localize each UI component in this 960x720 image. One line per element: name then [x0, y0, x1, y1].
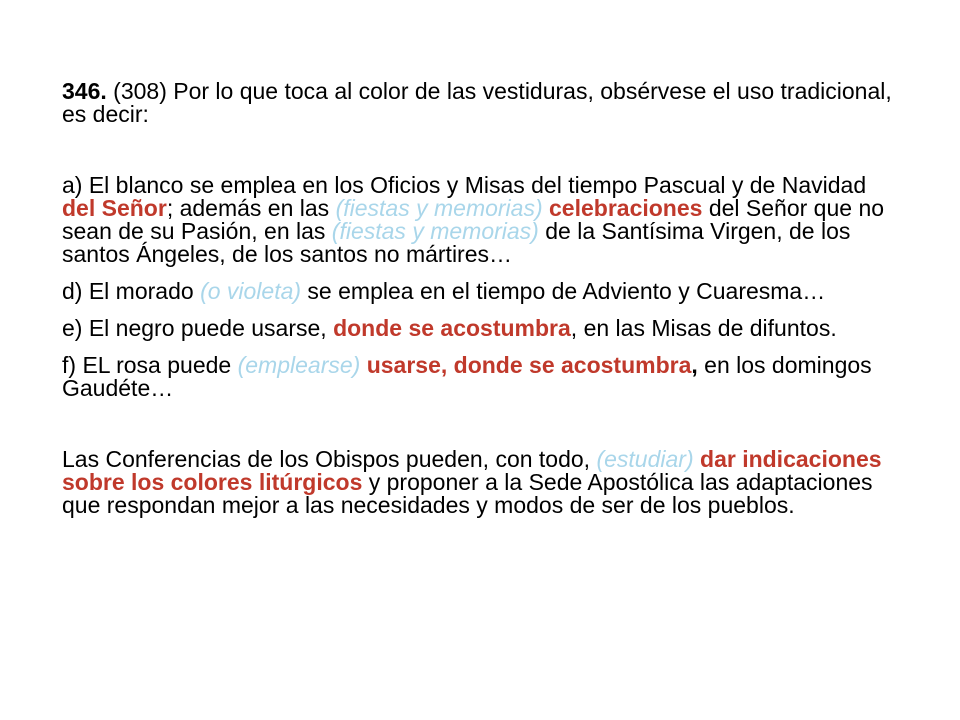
paragraph-a-white	[62, 174, 902, 266]
removed-text: (fiestas y memorias)	[335, 195, 543, 221]
paragraph-intro	[62, 80, 902, 126]
removed-text: (o violeta)	[200, 278, 302, 304]
bold-text: 346.	[62, 78, 107, 104]
added-text: usarse, donde se acostumbra	[366, 352, 692, 378]
bold-text: ,	[691, 352, 698, 378]
body-text: en los domingos Gaudéte…	[62, 352, 872, 401]
added-text: celebraciones	[549, 195, 703, 221]
added-text: del Señor	[62, 195, 167, 221]
body-text: f) EL rosa puede	[62, 352, 238, 378]
body-text: e) El negro puede usarse,	[62, 315, 334, 341]
body-text: del Señor que no sean de su Pasión, en las	[62, 195, 885, 244]
body-text: ; además en las	[166, 195, 336, 221]
removed-text: (estudiar)	[596, 446, 694, 472]
slide-text-body	[62, 80, 902, 517]
paragraph-e-black	[62, 317, 902, 340]
body-text: (308) Por lo que toca al color de las vestiduras, obsérvese el uso tradicional, es decir:	[62, 78, 892, 127]
paragraph-conferences	[62, 448, 902, 517]
removed-text: (emplearse)	[237, 352, 361, 378]
paragraph-d-purple	[62, 280, 902, 303]
body-text: de la Santísima Virgen, de los santos Ángeles, de los santos no mártires…	[62, 218, 851, 267]
body-text: a) El blanco se emplea en los Oficios y Misas del tiempo Pascual y de Navidad	[62, 172, 867, 198]
body-text: se emplea en el tiempo de Adviento y Cuaresma…	[301, 278, 826, 304]
body-text: d) El morado	[62, 278, 201, 304]
added-text: donde se acostumbra	[333, 315, 571, 341]
body-text: , en las Misas de difuntos.	[570, 315, 837, 341]
paragraph-f-rose	[62, 354, 902, 400]
removed-text: (fiestas y memorias)	[331, 218, 539, 244]
body-text: Las Conferencias de los Obispos pueden, con todo,	[62, 446, 597, 472]
body-text: y proponer a la Sede Apostólica las adaptaciones que respondan mejor a las necesidades y modos de ser de los pueblos.	[62, 469, 873, 518]
added-text: dar indicaciones sobre los colores litúrgicos	[62, 446, 882, 495]
